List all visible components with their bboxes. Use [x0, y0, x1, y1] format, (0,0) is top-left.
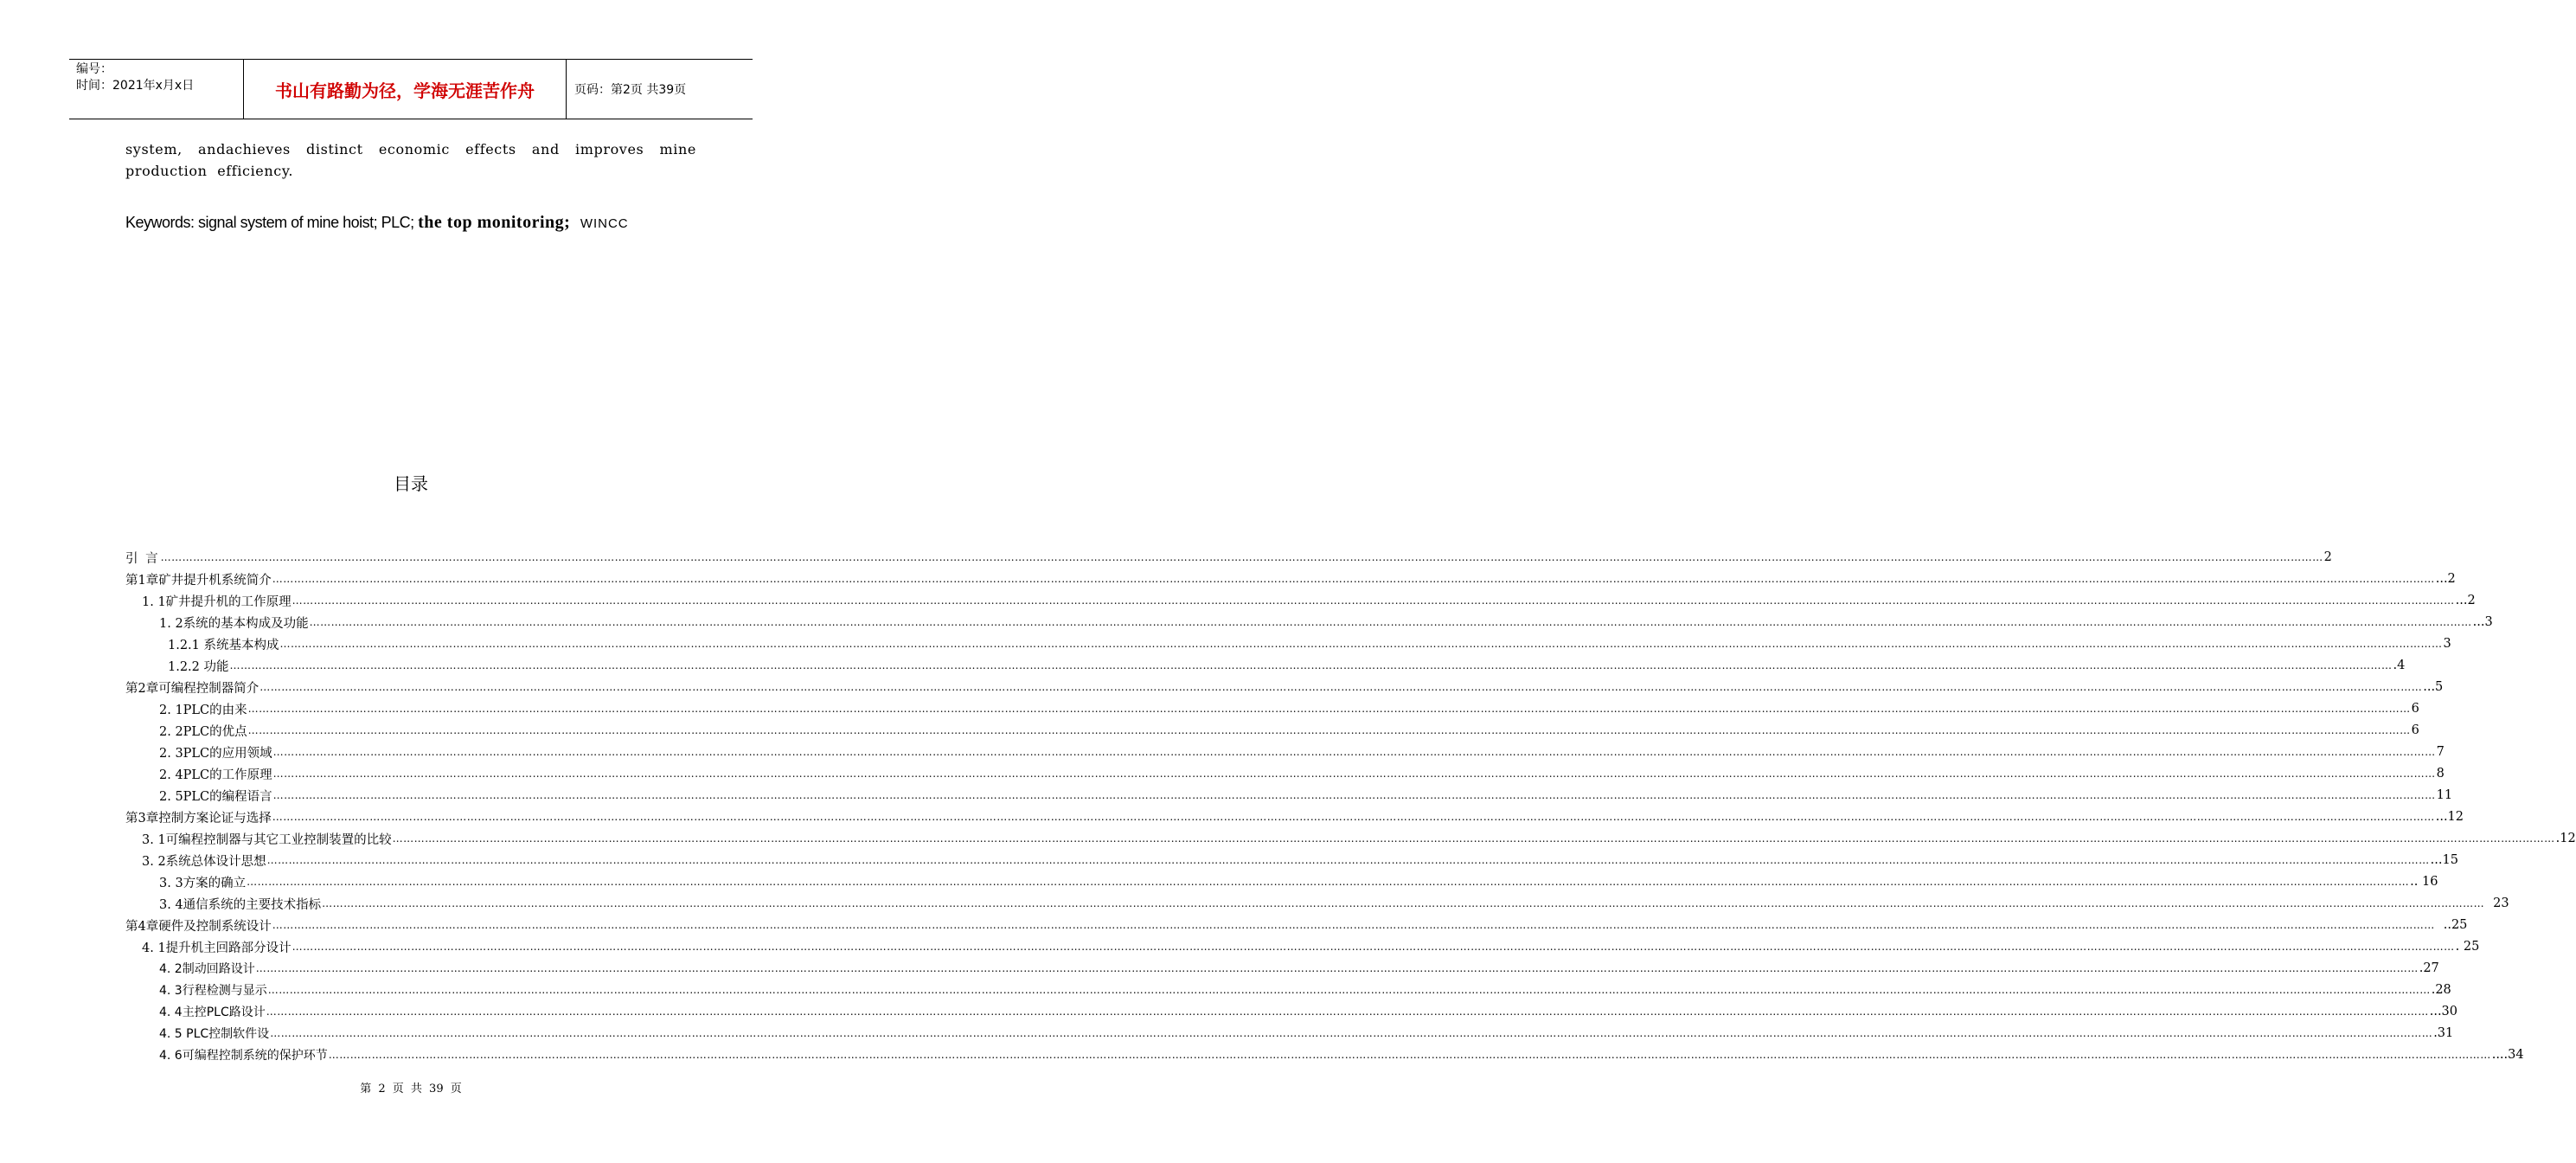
toc-leader: …………………………………………………………………………………………………………………………………………………………………………………………………………………………………………………………………………………………………………………………………………………………………………………………………………………………………………………………………………………………………………………………………………………… [309, 616, 2472, 628]
toc-entry[interactable] [125, 570, 2456, 588]
toc-entry-text: 引 言 [125, 551, 160, 566]
toc-entry-page: ...15 [2430, 853, 2458, 867]
toc-entry[interactable] [159, 960, 2439, 977]
toc-entry-text: 4. 6可编程控制系统的保护环节 [159, 1049, 328, 1063]
header-motto: 书山有路勤为径，学海无涯苦作舟 [243, 60, 567, 119]
toc-leader: …………………………………………………………………………………………………………………………………………………………………………………………………………………………………………………………………………………………………………………………………………………………………………………………………………………………………………………………………………………………………………………………………………………… [260, 681, 2423, 693]
toc-entry-page: .27 [2419, 961, 2439, 975]
toc-entry-text: 1.2.1 系统基本构成 [168, 638, 279, 652]
toc-entry-text: 4. 1提升机主回路部分设计 [142, 941, 292, 955]
toc-entry-text: 1.2.2 功能 [168, 659, 229, 674]
toc-entry-page: 11 [2436, 788, 2453, 802]
toc-leader: …………………………………………………………………………………………………………………………………………………………………………………………………………………………………………………………………………………………………………………………………………………………………………………………………………………………………………………………………………………………………………………………………………………… [247, 876, 2410, 888]
toc-entry-text: 2. 1PLC的由来 [159, 703, 247, 717]
toc-leader: …………………………………………………………………………………………………………………………………………………………………………………………………………………………………………………………………………………………………………………………………………………………………………………………………………………………………………………………………………………………………………………………………………………… [270, 1027, 2433, 1039]
toc-entry[interactable] [159, 765, 2445, 782]
toc-entry-page: ..25 [2443, 918, 2468, 932]
toc-entry-text: 3. 3方案的确立 [159, 876, 247, 890]
toc-entry[interactable] [159, 614, 2493, 631]
toc-entry-page: ...5 [2423, 680, 2444, 694]
toc-entry[interactable] [159, 700, 2419, 717]
toc-leader: …………………………………………………………………………………………………………………………………………………………………………………………………………………………………………………………………………………………………………………………………………………………………………………………………………………………………………………………………………………………………………………………………………………… [392, 832, 2555, 845]
toc-leader: …………………………………………………………………………………………………………………………………………………………………………………………………………………………………………………………………………………………………………………………………………………………………………………………………………………………………………………………………………………………………………………………………………………… [328, 1049, 2491, 1061]
toc-entry[interactable] [125, 678, 2444, 696]
toc-entry[interactable] [142, 851, 2458, 869]
keywords-part-1: Keywords: signal system of mine hoist; PLC; [125, 214, 419, 231]
toc-title: 目录 [394, 473, 428, 494]
toc-entry-text: 2. 3PLC的应用领域 [159, 746, 272, 761]
toc-entry-page: .12 [2555, 832, 2576, 845]
toc-entry-page: ...2 [2435, 572, 2456, 586]
abstract-text: system, andachieves distinct economic effects and improves mine production efficiency. [125, 141, 696, 179]
toc-entry-text: 第2章可编程控制器简介 [125, 681, 260, 696]
toc-entry[interactable] [159, 787, 2453, 804]
toc-entry[interactable] [159, 1025, 2454, 1042]
toc-entry-page: .31 [2433, 1026, 2454, 1040]
toc-entry-text: 1. 1矿井提升机的工作原理 [142, 594, 292, 609]
header-code: 编号： [76, 62, 112, 76]
toc-entry-text: 2. 5PLC的编程语言 [159, 789, 272, 804]
toc-entry-text: 4. 3行程检测与显示 [159, 984, 267, 998]
toc-entry-text: 4. 2制动回路设计 [159, 962, 255, 976]
toc-entry[interactable] [142, 938, 2480, 955]
toc-leader: …………………………………………………………………………………………………………………………………………………………………………………………………………………………………………………………………………………………………………………………………………………………………………………………………………………………………………………………………………………………………………………………………………………… [272, 746, 2436, 758]
toc-entry[interactable] [125, 808, 2464, 826]
toc-entry-text: 4. 4主控PLC路设计 [159, 1006, 266, 1019]
keywords-line [125, 213, 629, 233]
toc-entry-page: 2 [2323, 550, 2332, 564]
keywords-part-2: the top monitoring; [418, 213, 575, 232]
toc-entry-page: 6 [2411, 702, 2419, 716]
toc-entry-text: 1. 2系统的基本构成及功能 [159, 616, 309, 631]
toc-entry-text: 2. 4PLC的工作原理 [159, 768, 272, 782]
toc-entry-text: 3. 2系统总体设计思想 [142, 854, 266, 869]
toc-entry[interactable] [142, 592, 2476, 609]
toc-leader: …………………………………………………………………………………………………………………………………………………………………………………………………………………………………………………………………………………………………………………………………………………………………………………………………………………………………………………………………………………………………………………………………………………… [272, 768, 2436, 780]
toc-entry-page: ...2 [2455, 594, 2476, 607]
toc-entry-text: 3. 1可编程控制器与其它工业控制装置的比较 [142, 832, 392, 847]
toc-leader: …………………………………………………………………………………………………………………………………………………………………………………………………………………………………………………………………………………………………………………………………………………………………………………………………………………………………………………………………………………………………………………………………………………… [272, 919, 2435, 931]
toc-entry-page: .4 [2393, 659, 2406, 672]
toc-leader: …………………………………………………………………………………………………………………………………………………………………………………………………………………………………………………………………………………………………………………………………………………………………………………………………………………………………………………………………………………………………………………………………………………… [292, 941, 2455, 953]
keywords-part-3: WINCC [580, 216, 629, 231]
toc-entry[interactable] [168, 635, 2451, 652]
toc-entry-page: ....34 [2491, 1048, 2524, 1062]
toc-leader: …………………………………………………………………………………………………………………………………………………………………………………………………………………………………………………………………………………………………………………………………………………………………………………………………………………………………………………………………………………………………………………………………………………… [322, 897, 2485, 909]
toc-entry-text: 3. 4通信系统的主要技术指标 [159, 897, 322, 912]
header-page-info: 页码：第2页 共39页 [574, 83, 687, 97]
toc-entry-page: .28 [2431, 983, 2451, 997]
toc-entry[interactable] [159, 873, 2438, 890]
toc-leader: …………………………………………………………………………………………………………………………………………………………………………………………………………………………………………………………………………………………………………………………………………………………………………………………………………………………………………………………………………………………………………………………………………………… [255, 962, 2419, 974]
toc-entry[interactable] [159, 722, 2419, 739]
toc-entry[interactable] [142, 830, 2576, 847]
toc-entry-page: .. 16 [2410, 875, 2438, 889]
toc-leader: …………………………………………………………………………………………………………………………………………………………………………………………………………………………………………………………………………………………………………………………………………………………………………………………………………………………………………………………………………………………………………………………………………………… [247, 703, 2411, 715]
toc-entry-page: ...12 [2435, 810, 2464, 824]
toc-entry[interactable] [159, 743, 2445, 761]
page-footer: 第 2 页 共 39 页 [360, 1083, 462, 1096]
toc-entry-page: 6 [2411, 723, 2419, 737]
toc-leader: …………………………………………………………………………………………………………………………………………………………………………………………………………………………………………………………………………………………………………………………………………………………………………………………………………………………………………………………………………………………………………………………………………………… [266, 1006, 2429, 1018]
toc-leader: …………………………………………………………………………………………………………………………………………………………………………………………………………………………………………………………………………………………………………………………………………………………………………………………………………………………………………………………………………………………………………………………………………………… [292, 594, 2455, 607]
toc-entry-text: 第3章控制方案论证与选择 [125, 811, 272, 826]
toc-entry-page: 3 [2443, 637, 2451, 651]
toc-entry-page: ...30 [2429, 1005, 2458, 1018]
toc-leader: …………………………………………………………………………………………………………………………………………………………………………………………………………………………………………………………………………………………………………………………………………………………………………………………………………………………………………………………………………………………………………………………………………………… [272, 811, 2435, 823]
toc-entry-text: 第1章矿井提升机系统简介 [125, 573, 272, 588]
toc-entry-page: 8 [2436, 767, 2445, 781]
toc-leader: …………………………………………………………………………………………………………………………………………………………………………………………………………………………………………………………………………………………………………………………………………………………………………………………………………………………………………………………………………………………………………………………………………………… [247, 724, 2411, 736]
header-meta [76, 61, 242, 94]
toc-leader: …………………………………………………………………………………………………………………………………………………………………………………………………………………………………………………………………………………………………………………………………………………………………………………………………………………………………………………………………………………………………………………………………………………… [266, 854, 2430, 866]
toc-entry[interactable] [159, 1046, 2524, 1063]
toc-entry-text: 第4章硬件及控制系统设计 [125, 919, 272, 934]
toc-leader: …………………………………………………………………………………………………………………………………………………………………………………………………………………………………………………………………………………………………………………………………………………………………………………………………………………………………………………………………………………………………………………………………………………… [272, 789, 2436, 801]
page-header [69, 59, 753, 119]
toc-entry[interactable] [168, 657, 2406, 674]
toc-entry-text: 4. 5 PLC控制软件设 [159, 1027, 270, 1041]
toc-entry[interactable] [159, 895, 2509, 912]
toc-entry[interactable] [125, 916, 2468, 934]
toc-entry[interactable] [159, 1003, 2458, 1020]
header-time: 时间：2021年x月x日 [76, 79, 195, 93]
toc-leader: …………………………………………………………………………………………………………………………………………………………………………………………………………………………………………………………………………………………………………………………………………………………………………………………………………………………………………………………………………………………………………………………………………………… [267, 984, 2431, 996]
toc-entry[interactable] [159, 981, 2451, 999]
toc-leader: …………………………………………………………………………………………………………………………………………………………………………………………………………………………………………………………………………………………………………………………………………………………………………………………………………………………………………………………………………………………………………………………………………………… [160, 551, 2323, 563]
toc-entry-text: 2. 2PLC的优点 [159, 724, 247, 739]
toc-entry[interactable] [125, 549, 2332, 566]
toc-entry-page: ...3 [2472, 615, 2493, 629]
toc-leader: …………………………………………………………………………………………………………………………………………………………………………………………………………………………………………………………………………………………………………………………………………………………………………………………………………………………………………………………………………………………………………………………………………………… [229, 659, 2393, 671]
toc-leader: …………………………………………………………………………………………………………………………………………………………………………………………………………………………………………………………………………………………………………………………………………………………………………………………………………………………………………………………………………………………………………………………………………………… [272, 573, 2435, 585]
toc-leader: …………………………………………………………………………………………………………………………………………………………………………………………………………………………………………………………………………………………………………………………………………………………………………………………………………………………………………………………………………………………………………………………………………………… [279, 638, 2443, 650]
toc-entry-page: . 25 [2455, 940, 2480, 954]
toc-entry-page: 23 [2493, 896, 2509, 910]
toc-entry-page: 7 [2436, 745, 2445, 759]
